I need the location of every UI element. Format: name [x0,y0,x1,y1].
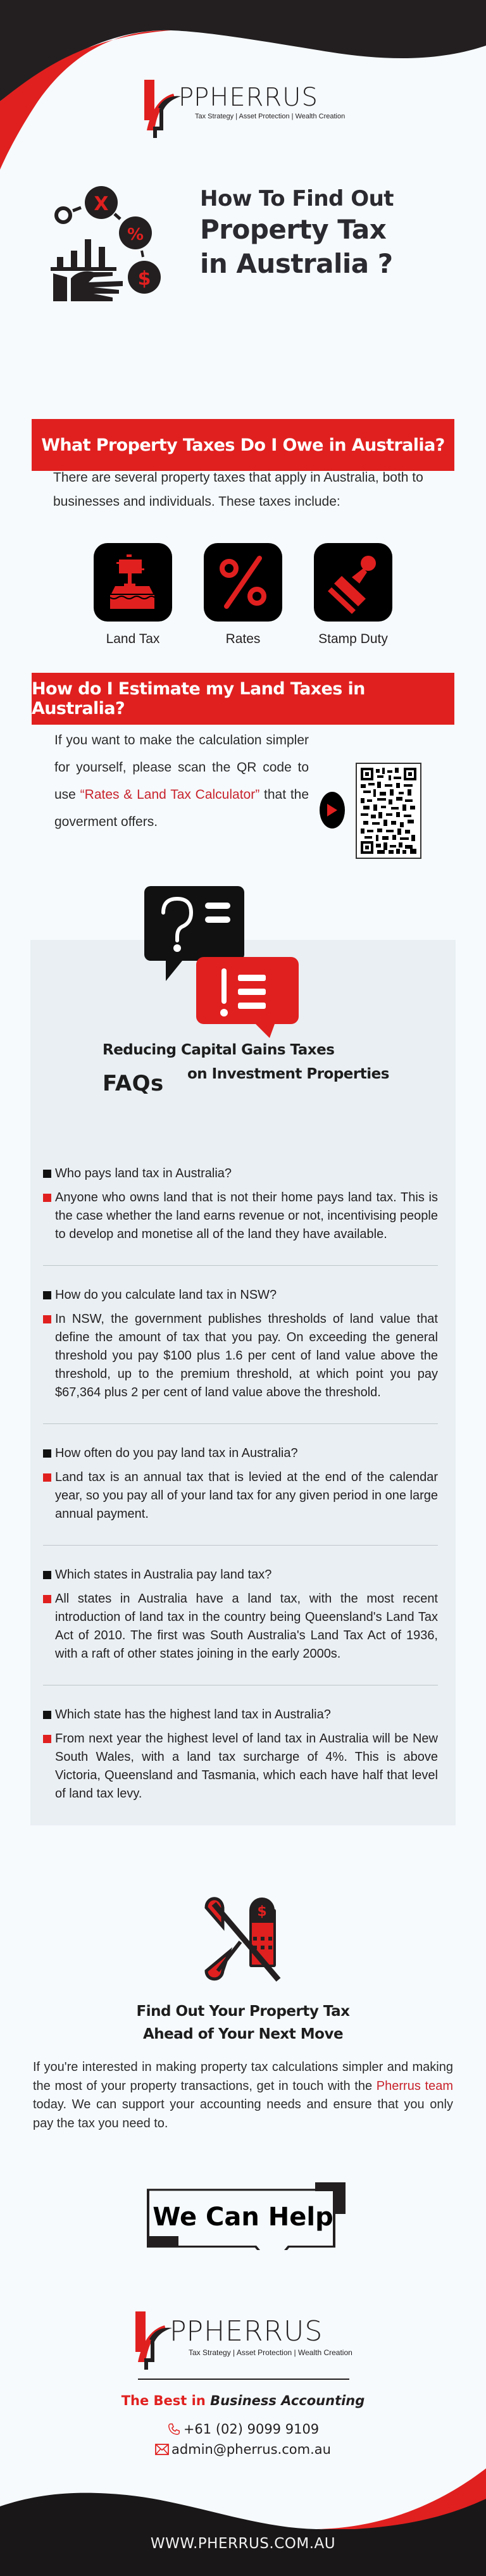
black-square-bullet-icon [43,1291,51,1299]
closing-title-line2: Ahead of Your Next Move [142,2026,344,2042]
section-heading-estimate-land-taxes: How do I Estimate my Land Taxes in Australia? [32,673,454,725]
pherrus-logo-mark-icon [144,80,182,138]
closing-title [0,2000,486,2046]
faq-subtitle-line1: Reducing Capital Gains Taxes [103,1042,335,1058]
hero-title-line3: in Australia ? [200,248,393,279]
contact-email[interactable] [0,2442,486,2457]
red-square-bullet-icon [43,1194,51,1202]
email-address[interactable]: admin@pherrus.com.au [171,2442,331,2457]
faq-question [43,1286,438,1304]
phone-number[interactable]: +61 (02) 9099 9109 [183,2422,320,2437]
no-tax-calculator-icon [204,1895,286,1984]
svg-text:%: % [127,225,144,244]
faq-item [43,1685,438,1825]
faq-question [43,1165,438,1182]
black-square-bullet-icon [43,1711,51,1719]
we-can-help-heading: We Can Help [153,2203,333,2232]
slogan-black-part: Business Accounting [210,2393,365,2408]
hero-title-line2: Property Tax [200,214,387,245]
tax-label: Stamp Duty [318,632,388,646]
faq-subtitle [103,1038,389,1086]
footer-slogan [0,2393,486,2408]
closing-title-line1: Find Out Your Property Tax [136,2003,350,2020]
play-arrow-icon [320,792,345,828]
contact-phone[interactable] [0,2422,486,2437]
faq-answer [43,1730,438,1803]
closing-text [33,2058,453,2133]
faq-answer-text: In NSW, the government publishes thresholds of land value that define the amount of tax that you pay. On exceeding the general threshold you pay $100 plus 1.6 per cent of land value above the threshold, up to the premium threshold, at which point you pay $67,364 plus 2 per cent of land value above the threshold. [55,1312,438,1399]
hero-title [200,185,394,281]
pherrus-team-link[interactable]: Pherrus team [376,2079,453,2093]
faq-answer-text: Land tax is an annual tax that is levied at the end of the calendar year, so you pay all of your land tax for any given period in one large annual payment. [55,1470,438,1521]
website-link[interactable]: WWW.PHERRUS.COM.AU [150,2535,336,2552]
tax-label: Land Tax [106,632,160,646]
logo-wordmark: PHERRUS [186,2315,323,2348]
logo-tagline: Tax Strategy | Asset Protection | Wealth Creation [189,2348,352,2357]
faq-answer-text: From next year the highest level of land tax in Australia will be New South Wales, with a land tax surcharge of 4%. This is above Victoria, Queensland and Tasmania, which each have half that level of land tax levy. [55,1732,438,1801]
faq-question-text: Which states in Australia pay land tax? [55,1568,272,1582]
logo-wordmark: PHERRUS [194,83,318,112]
envelope-icon [155,2444,169,2455]
black-square-bullet-icon [43,1170,51,1178]
hero-title-line1: How To Find Out [200,186,394,211]
svg-text:X: X [94,193,109,215]
stamp-icon [314,543,392,622]
section-heading-property-taxes: What Property Taxes Do I Owe in Australia? [32,419,454,471]
faq-question [43,1706,438,1723]
logo-p-letter: P [178,83,194,112]
footer-divider [138,2379,349,2380]
faq-question-text: Which state has the highest land tax in Australia? [55,1708,331,1722]
tax-type-land-tax [93,543,173,647]
phone-icon [167,2422,181,2436]
svg-text:$: $ [257,1904,267,1920]
logo-tagline: Tax Strategy | Asset Protection | Wealth Creation [195,113,346,120]
tax-label: Rates [225,632,261,646]
faq-title: FAQs [103,1071,164,1096]
tax-types-list [0,543,486,647]
calculator-link[interactable]: “Rates & Land Tax Calculator” [80,787,260,802]
closing-text-after: today. We can support your accounting needs and ensure that you only pay the tax you need to. [33,2098,453,2130]
footer-logo[interactable] [135,2311,352,2370]
hero-icon [49,176,170,303]
faq-item [43,1144,438,1266]
faq-question [43,1444,438,1462]
header-logo[interactable] [144,80,345,138]
faq-item [43,1266,438,1424]
red-square-bullet-icon [43,1735,51,1743]
faq-list [43,1144,438,1825]
percent-icon [204,543,282,622]
black-square-bullet-icon [43,1449,51,1458]
pherrus-logo-mark-icon [135,2311,173,2370]
red-square-bullet-icon [43,1595,51,1603]
footer-wave-decoration [0,2468,486,2576]
qr-code-icon[interactable] [356,763,421,859]
tax-type-stamp-duty [313,543,393,647]
faq-answer [43,1310,438,1402]
slogan-red-part: The Best in [121,2393,211,2408]
calculator-instructions [54,727,309,835]
faq-item [43,1546,438,1685]
red-square-bullet-icon [43,1473,51,1482]
faq-answer-text: All states in Australia have a land tax, with the most recent introduction of land tax in the country being Queensland's Land Tax Act of 2010. The first was South Australia's Land Tax Act of 1936, with a raft of other states joining in the early 2000s. [55,1592,438,1661]
faq-question [43,1566,438,1584]
section-intro-text: There are several property taxes that apply in Australia, both to businesses and individuals. These taxes include: [53,470,423,509]
faq-answer [43,1468,438,1523]
red-square-bullet-icon [43,1315,51,1323]
svg-text:$: $ [137,268,151,290]
black-square-bullet-icon [43,1571,51,1579]
calculator-text-after: that the goverment offers. [54,787,309,829]
faq-answer [43,1590,438,1663]
tax-type-rates [203,543,283,647]
faq-answer-text: Anyone who owns land that is not their home pays land tax. This is the case whether the land earns revenue or not, incentivising people to develop and monetise all of the land they have available. [55,1191,438,1241]
faq-question-text: Who pays land tax in Australia? [55,1166,232,1180]
land-sign-icon [94,543,172,622]
faq-question-text: How do you calculate land tax in NSW? [55,1288,277,1302]
faq-subtitle-line2: on Investment Properties [187,1066,389,1082]
faq-item [43,1424,438,1546]
faq-answer [43,1189,438,1244]
calculator-text-before: If you want to make the calculation simpler for yourself, please scan the QR code to use [54,733,309,802]
faq-question-text: How often do you pay land tax in Australia? [55,1446,298,1460]
closing-text-before: If you're interested in making property tax calculations simpler and making the most of your property transactions, get in touch with the [33,2060,453,2093]
faq-speech-bubbles-icon [144,886,302,1038]
logo-p-letter: P [170,2315,187,2348]
